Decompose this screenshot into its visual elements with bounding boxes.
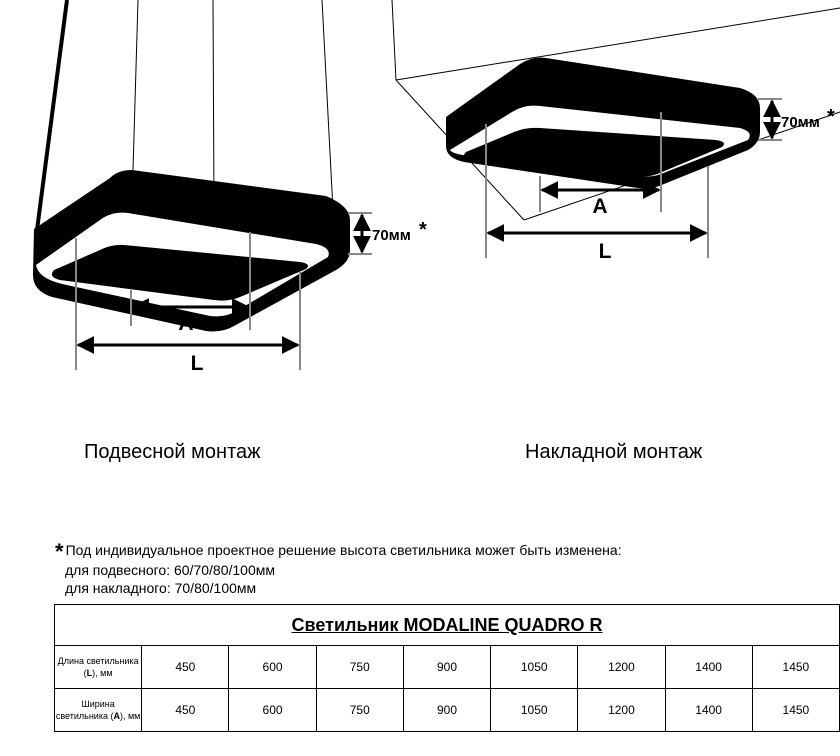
suspension-wire-3 xyxy=(322,0,333,210)
table-cell: 600 xyxy=(229,689,316,732)
height-footnote xyxy=(55,541,622,597)
suspended-mount-caption: Подвесной монтаж xyxy=(84,441,261,463)
dimension-a-label: A xyxy=(178,312,194,335)
spec-table-title-row xyxy=(55,605,840,646)
dimension-a-label: A xyxy=(592,195,608,218)
footnote-line-1: Под индивидуальное проектное решение высота светильника может быть изменена: xyxy=(65,542,622,558)
table-cell: 1050 xyxy=(491,646,578,689)
spec-table-title: Светильник MODALINE QUADRO R xyxy=(55,605,840,646)
suspension-wire-2 xyxy=(213,0,214,205)
footnote-asterisk: * xyxy=(55,539,64,564)
table-row xyxy=(55,689,840,732)
dimension-l-label: L xyxy=(598,240,612,263)
table-cell: 1400 xyxy=(665,689,752,732)
suspension-cable xyxy=(37,0,67,230)
footnote-line-2: для подвесного: 60/70/80/100мм xyxy=(65,562,275,578)
table-row xyxy=(55,646,840,689)
table-cell: 750 xyxy=(316,689,403,732)
height-label: 70мм xyxy=(781,114,820,131)
table-cell: 600 xyxy=(229,646,316,689)
height-asterisk: * xyxy=(827,106,835,128)
table-cell: 450 xyxy=(142,689,229,732)
table-cell: 1050 xyxy=(491,689,578,732)
surface-mount-caption: Накладной монтаж xyxy=(525,441,703,463)
footnote-line-3: для накладного: 70/80/100мм xyxy=(65,580,257,596)
ceiling-edge-top xyxy=(392,0,396,80)
height-asterisk: * xyxy=(419,219,427,241)
spec-table xyxy=(54,604,840,732)
suspended-luminaire xyxy=(33,0,427,375)
row-label-length: Длина светильника (L), мм xyxy=(55,646,142,689)
surface-luminaire xyxy=(392,0,840,263)
dimension-l-label: L xyxy=(190,352,204,375)
table-cell: 750 xyxy=(316,646,403,689)
table-cell: 1200 xyxy=(578,646,665,689)
suspension-wire-1 xyxy=(133,0,138,170)
table-cell: 450 xyxy=(142,646,229,689)
table-cell: 1450 xyxy=(752,646,839,689)
table-cell: 900 xyxy=(403,689,490,732)
row-label-width: Ширина светильника (A), мм xyxy=(55,689,142,732)
table-cell: 1450 xyxy=(752,689,839,732)
table-cell: 1200 xyxy=(578,689,665,732)
table-cell: 900 xyxy=(403,646,490,689)
table-cell: 1400 xyxy=(665,646,752,689)
height-label: 70мм xyxy=(372,227,411,244)
